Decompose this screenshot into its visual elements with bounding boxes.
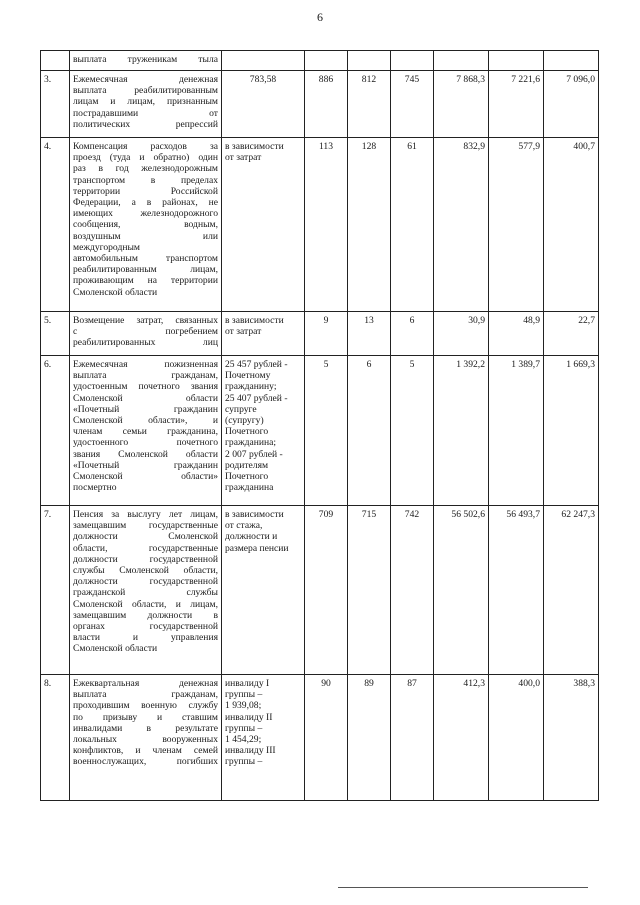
benefit-name-line: «Почетный гражданин bbox=[73, 459, 218, 471]
sum-3 bbox=[544, 51, 599, 71]
benefit-name-line: территории Российской bbox=[73, 185, 218, 197]
benefit-name-line: удостоенным почетного звания bbox=[73, 381, 218, 393]
recipients-count-1: 90 bbox=[305, 675, 348, 801]
benefit-name bbox=[70, 356, 222, 506]
sum-2: 577,9 bbox=[489, 138, 544, 312]
benefit-name-line: удостоенного почетного bbox=[73, 437, 218, 449]
page-number: 6 bbox=[317, 10, 323, 24]
recipients-count-3: 745 bbox=[391, 71, 434, 138]
benefit-name-line: политических репрессий bbox=[73, 118, 218, 130]
recipients-count-3: 742 bbox=[391, 506, 434, 675]
recipients-count-1: 709 bbox=[305, 506, 348, 675]
benefit-name-line: должности государственной bbox=[73, 553, 218, 565]
recipients-count-1: 5 bbox=[305, 356, 348, 506]
benefit-name-line: реабилитированных лиц bbox=[73, 337, 218, 349]
recipients-count-1: 886 bbox=[305, 71, 348, 138]
sum-2: 400,0 bbox=[489, 675, 544, 801]
benefits-table bbox=[40, 50, 599, 801]
benefit-name-line: проходившим военную службу bbox=[73, 700, 218, 712]
table-row bbox=[41, 51, 599, 71]
benefit-name-line: проезд (туда и обратно) один bbox=[73, 152, 218, 164]
benefit-amount: инвалиду I группы – 1 939,08; инвалиду II группы – 1 454,29; инвалиду III группы – bbox=[222, 675, 305, 801]
recipients-count-3: 61 bbox=[391, 138, 434, 312]
row-number: 7. bbox=[41, 506, 70, 675]
benefit-name-line: Смоленской области, и лицам, bbox=[73, 598, 218, 610]
row-number: 3. bbox=[41, 71, 70, 138]
sum-2: 56 493,7 bbox=[489, 506, 544, 675]
benefit-name-line: имеющих железнодорожного bbox=[73, 208, 218, 220]
benefit-name bbox=[70, 506, 222, 675]
table-row bbox=[41, 71, 599, 138]
benefit-name-line: власти и управления bbox=[73, 632, 218, 644]
recipients-count-1: 113 bbox=[305, 138, 348, 312]
benefit-amount: в зависимости от затрат bbox=[222, 138, 305, 312]
benefit-name-line: должности Смоленской bbox=[73, 531, 218, 543]
benefit-name-line: воздушным или bbox=[73, 230, 218, 242]
sum-1: 56 502,6 bbox=[434, 506, 489, 675]
recipients-count-2: 715 bbox=[348, 506, 391, 675]
benefit-name-line: инвалидами в результате bbox=[73, 722, 218, 734]
benefit-name-line: Возмещение затрат, связанных bbox=[73, 315, 218, 326]
table-row bbox=[41, 356, 599, 506]
sum-2: 7 221,6 bbox=[489, 71, 544, 138]
benefit-name-line: посмертно bbox=[73, 482, 117, 494]
benefit-name-line: военнослужащих, погибших bbox=[73, 756, 218, 768]
row-number bbox=[41, 51, 70, 71]
sum-2 bbox=[489, 51, 544, 71]
benefit-name-line: Ежеквартальная денежная bbox=[73, 678, 218, 689]
recipients-count-1 bbox=[305, 51, 348, 71]
benefit-name bbox=[70, 312, 222, 356]
sum-2: 48,9 bbox=[489, 312, 544, 356]
benefit-name-line: Смоленской области bbox=[73, 286, 158, 298]
benefit-name-line: выплата реабилитированным bbox=[73, 85, 218, 97]
sum-1: 412,3 bbox=[434, 675, 489, 801]
benefit-name-line: лицам и лицам, признанным bbox=[73, 96, 218, 108]
sum-2: 1 389,7 bbox=[489, 356, 544, 506]
benefit-name-line: замещавшим государственные bbox=[73, 520, 218, 532]
benefit-amount: 783,58 bbox=[222, 71, 305, 138]
benefit-name-line: Смоленской области» bbox=[73, 471, 218, 483]
recipients-count-1: 9 bbox=[305, 312, 348, 356]
benefit-name-line: реабилитированным лицам, bbox=[73, 264, 218, 276]
benefit-amount bbox=[222, 51, 305, 71]
recipients-count-2: 812 bbox=[348, 71, 391, 138]
benefit-name bbox=[70, 51, 222, 71]
benefit-name-line: органах государственной bbox=[73, 621, 218, 633]
benefit-name-line: должности государственной bbox=[73, 576, 218, 588]
benefit-name-line: Смоленской области bbox=[73, 643, 158, 655]
benefit-name-line: гражданской службы bbox=[73, 587, 218, 599]
recipients-count-3 bbox=[391, 51, 434, 71]
recipients-count-2: 13 bbox=[348, 312, 391, 356]
benefit-amount: в зависимости от затрат bbox=[222, 312, 305, 356]
recipients-count-2: 89 bbox=[348, 675, 391, 801]
benefit-name-line: «Почетный гражданин bbox=[73, 403, 218, 415]
sum-3: 388,3 bbox=[544, 675, 599, 801]
benefit-name bbox=[70, 71, 222, 138]
table-row bbox=[41, 506, 599, 675]
benefit-name-line: выплата труженикам тыла bbox=[73, 54, 218, 65]
benefit-name-line: проживающим на территории bbox=[73, 275, 218, 287]
benefit-name-line: междугородным bbox=[73, 241, 140, 253]
sum-1: 30,9 bbox=[434, 312, 489, 356]
recipients-count-2 bbox=[348, 51, 391, 71]
recipients-count-2: 6 bbox=[348, 356, 391, 506]
sum-3: 400,7 bbox=[544, 138, 599, 312]
recipients-count-3: 5 bbox=[391, 356, 434, 506]
benefit-amount: в зависимости от стажа, должности и размера пенсии bbox=[222, 506, 305, 675]
benefit-name-line: членам семьи гражданина, bbox=[73, 426, 218, 438]
benefit-name-line: пострадавшими от bbox=[73, 107, 218, 119]
benefit-name-line: области, государственные bbox=[73, 542, 218, 554]
benefit-name-line: транспортом в пределах bbox=[73, 174, 218, 186]
sum-1: 1 392,2 bbox=[434, 356, 489, 506]
benefit-name-line: Ежемесячная пожизненная bbox=[73, 359, 218, 370]
sum-1: 832,9 bbox=[434, 138, 489, 312]
benefit-name-line: выплата гражданам, bbox=[73, 689, 218, 701]
sum-3: 62 247,3 bbox=[544, 506, 599, 675]
benefit-name-line: с погребением bbox=[73, 326, 218, 338]
table-row bbox=[41, 312, 599, 356]
benefit-name bbox=[70, 138, 222, 312]
benefit-name-line: Федерации, а в районах, не bbox=[73, 197, 218, 209]
recipients-count-3: 6 bbox=[391, 312, 434, 356]
row-number: 4. bbox=[41, 138, 70, 312]
benefit-name-line: сообщения, водным, bbox=[73, 219, 218, 231]
benefit-name-line: замещавшим должности в bbox=[73, 609, 218, 621]
recipients-count-3: 87 bbox=[391, 675, 434, 801]
benefit-name-line: звания Смоленской области bbox=[73, 448, 218, 460]
benefit-name-line: автомобильным транспортом bbox=[73, 253, 218, 265]
sum-1: 7 868,3 bbox=[434, 71, 489, 138]
row-number: 5. bbox=[41, 312, 70, 356]
benefit-name-line: Пенсия за выслугу лет лицам, bbox=[73, 509, 218, 520]
sum-1 bbox=[434, 51, 489, 71]
benefit-name bbox=[70, 675, 222, 801]
footer-rule bbox=[338, 887, 588, 888]
benefit-name-line: Ежемесячная денежная bbox=[73, 74, 218, 85]
benefit-name-line: Смоленской области», и bbox=[73, 415, 218, 427]
benefit-name-line: локальных вооруженных bbox=[73, 734, 218, 746]
table-row bbox=[41, 675, 599, 801]
sum-3: 22,7 bbox=[544, 312, 599, 356]
benefit-amount: 25 457 рублей - Почетному гражданину; 25 407 рублей - супруге (супругу) Почетного гражданина; 2 007 рублей - родителям Почетного гражданина bbox=[222, 356, 305, 506]
benefit-name-line: службы Смоленской области, bbox=[73, 565, 218, 577]
recipients-count-2: 128 bbox=[348, 138, 391, 312]
table-row bbox=[41, 138, 599, 312]
sum-3: 1 669,3 bbox=[544, 356, 599, 506]
sum-3: 7 096,0 bbox=[544, 71, 599, 138]
benefit-name-line: Смоленской области bbox=[73, 392, 218, 404]
benefit-name-line: по призыву и ставшим bbox=[73, 711, 218, 723]
row-number: 8. bbox=[41, 675, 70, 801]
benefit-name-line: конфликтов, и членам семей bbox=[73, 745, 218, 757]
row-number: 6. bbox=[41, 356, 70, 506]
benefit-name-line: Компенсация расходов за bbox=[73, 141, 218, 152]
benefit-name-line: раз в год железнодорожным bbox=[73, 163, 218, 175]
benefit-name-line: выплата гражданам, bbox=[73, 370, 218, 382]
